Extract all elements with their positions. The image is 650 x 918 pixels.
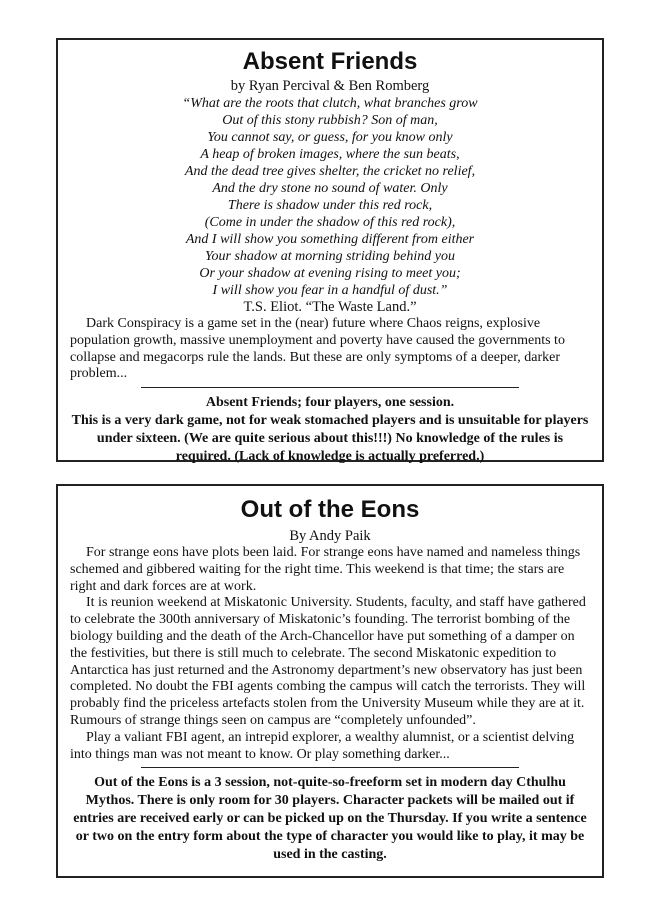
out-of-the-eons-panel (56, 484, 604, 878)
poem-line: Your shadow at morning striding behind you (205, 249, 455, 264)
poem-line: And the dry stone no sound of water. Only (212, 181, 448, 196)
eons-paragraph: Play a valiant FBI agent, an intrepid explorer, a wealthy alumnist, or a scientist delving into things man was not meant to know. Or play something darker... (70, 729, 575, 762)
poem-line: And I will show you something different from either (185, 232, 475, 247)
absent-friends-byline: by Ryan Percival & Ben Romberg (230, 78, 430, 94)
poem-line: And the dead tree gives shelter, the cricket no relief, (184, 164, 476, 179)
absent-friends-panel (56, 38, 604, 465)
divider (141, 767, 519, 768)
out-of-the-eons-byline: By Andy Paik (289, 528, 371, 544)
poem-line: I will show you fear in a handful of dust.” (212, 283, 448, 298)
absent-friends-summary: Absent Friends; four players, one session. (205, 395, 455, 411)
poem-line: Out of this stony rubbish? Son of man, (222, 113, 438, 128)
eons-paragraph: It is reunion weekend at Miskatonic University. Students, faculty, and staff have gathered to celebrate the 300th anniversary of Miskatonic’s founding. The terrorist bombing of the biology building and the death of the Arch-Chancellor have put something of a damper on the festivities, but there is still much to celebrate. The second Miskatonic expedition to Antarctica has just returned and the Astronomy department’s new observatory has just been completed. No doubt the FBI agents combing the campus will catch the terrorists. They will probably find the priceless artefacts stolen from the University Museum while they are at it. Rumours of strange things seen on campus are “completely unfounded”. (70, 595, 586, 728)
divider (141, 387, 519, 388)
poem-attribution: T.S. Eliot. “The Waste Land.” (243, 299, 417, 315)
eons-paragraph: For strange eons have plots been laid. For strange eons have named and nameless things schemed and gibbered waiting for the right time. This weekend is that time; the stars are right and dark forces are at work. (70, 545, 581, 594)
poem-line: A heap of broken images, where the sun beats, (200, 147, 460, 162)
poem-line: “What are the roots that clutch, what branches grow (182, 96, 478, 111)
poem-line: There is shadow under this red rock, (227, 198, 433, 213)
out-of-the-eons-notice: Out of the Eons is a 3 session, not-quite-so-freeform set in modern day Cthulhu Mythos. There is only room for 30 players. Character packets will be mailed out if entries are received early or can be picked up on the Thursday. If you write a sentence or two on the entry form about the type of character you would like to play, it may be used in the casting. (73, 775, 587, 863)
absent-friends-description: Dark Conspiracy is a game set in the (near) future where Chaos reigns, explosive population growth, massive unemployment and poverty have caused the governments to collapse and megacorps rule the lands. But these are only symptoms of a deeper, darker problem... (70, 316, 565, 382)
poem-line: Or your shadow at evening rising to meet you; (199, 266, 461, 281)
poem-line: You cannot say, or guess, for you know only (207, 130, 453, 145)
absent-friends-title: Absent Friends (242, 48, 418, 75)
poem-quote (70, 95, 590, 299)
absent-friends-warning: This is a very dark game, not for weak stomached players and is unsuitable for players under sixteen. (We are quite serious about this!!!) No knowledge of the rules is required. (Lack of knowledge is actually preferred.) (71, 413, 589, 465)
out-of-the-eons-title: Out of the Eons (240, 496, 420, 523)
poem-line: (Come in under the shadow of this red rock), (204, 215, 456, 230)
